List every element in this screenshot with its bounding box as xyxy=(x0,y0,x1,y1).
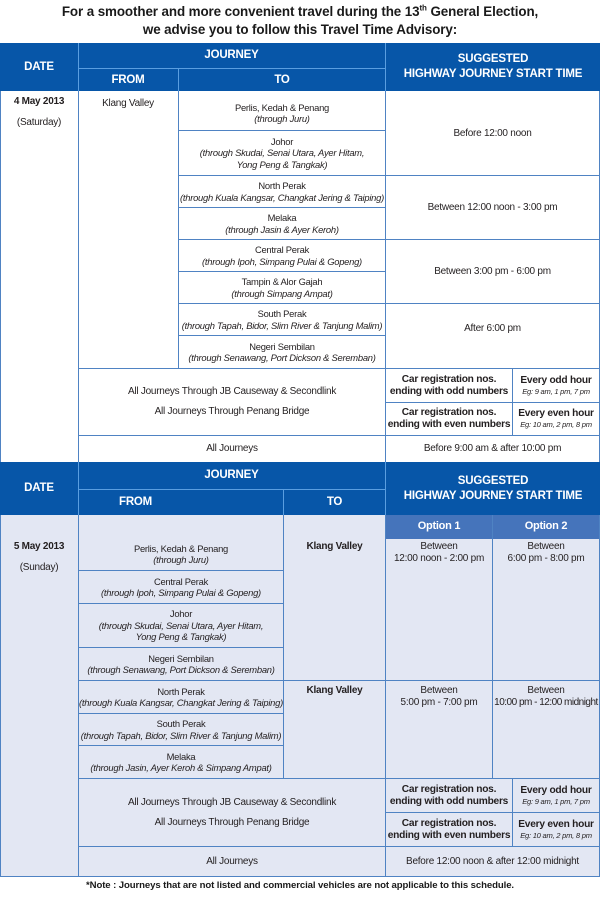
option-1-time-line1: Between xyxy=(420,541,458,552)
destination-name: South Perak xyxy=(257,308,307,319)
origin-row xyxy=(79,746,283,778)
header-divider xyxy=(385,43,386,91)
title-line-2: we advise you to follow this Travel Time Advisory: xyxy=(142,22,458,37)
odd-plate-line1: Car registration nos. xyxy=(401,373,497,385)
special-routes xyxy=(79,369,385,435)
time-slot: Between 3:00 pm - 6:00 pm xyxy=(434,265,551,277)
header-suggested-line1: SUGGESTED xyxy=(457,474,529,487)
destination-route: (through Kuala Kangsar, Changkat Jering & Taiping) xyxy=(180,191,384,203)
odd-plate-cell xyxy=(386,369,512,402)
even-plate-line2: ending with even numbers xyxy=(387,829,511,841)
odd-hour-cell xyxy=(513,369,599,402)
origin-row xyxy=(79,571,283,603)
day-value: (Sunday) xyxy=(19,561,59,573)
odd-hour-example: Eg: 9 am, 1 pm, 7 pm xyxy=(522,796,590,806)
header-divider xyxy=(385,462,386,515)
odd-plate-line2: ending with odd numbers xyxy=(389,385,509,397)
advisory-title xyxy=(0,3,600,39)
title-line-1-text: For a smoother and more convenient travel during the 13 xyxy=(61,4,420,19)
header-suggested-line2: HIGHWAY JOURNEY START TIME xyxy=(403,68,583,80)
header-journey: JOURNEY xyxy=(78,462,385,489)
destination-route: (through Ipoh, Simpang Pulai & Gopeng) xyxy=(202,255,362,267)
destination-route: (through Tapah, Bidor, Slim River & Tanjung Malim) xyxy=(181,319,383,331)
title-line-1-end: General Election, xyxy=(426,4,539,19)
destination-row xyxy=(179,176,385,207)
header-divider xyxy=(78,43,79,91)
title-superscript: th xyxy=(419,3,427,13)
option-1-header: Option 1 xyxy=(386,515,492,539)
penang-bridge-label: All Journeys Through Penang Bridge xyxy=(154,816,310,828)
even-hour-example: Eg: 10 am, 2 pm, 8 pm xyxy=(520,420,592,429)
odd-plate-cell xyxy=(386,779,512,812)
date-value: 5 May 2013 xyxy=(13,541,65,552)
header-from: FROM xyxy=(78,69,178,91)
header-date: DATE xyxy=(0,462,78,515)
origin-name: Johor xyxy=(169,608,193,620)
header-divider xyxy=(78,462,79,515)
destination-name: Central Perak xyxy=(254,244,310,255)
day-value: (Saturday) xyxy=(16,116,62,128)
special-routes xyxy=(79,779,385,846)
date-cell xyxy=(0,96,78,156)
header-divider xyxy=(283,490,284,515)
destination-row xyxy=(179,131,385,175)
origin-name: Melaka xyxy=(166,750,196,762)
destination-route: (through Jasin & Ayer Keroh) xyxy=(225,223,339,235)
to-value: Klang Valley xyxy=(306,685,363,696)
header-from: FROM xyxy=(79,490,283,515)
to-cell xyxy=(284,541,385,561)
even-plate-line2: ending with even numbers xyxy=(387,419,511,430)
option-2-time-line1: Between xyxy=(527,685,565,696)
origin-row xyxy=(79,714,283,745)
origin-row xyxy=(79,604,283,647)
from-cell xyxy=(78,98,178,118)
jb-causeway-label: All Journeys Through JB Causeway & Secondlink xyxy=(127,386,337,397)
origin-route: (through Kuala Kangsar, Changkat Jering & Taiping) xyxy=(79,697,283,708)
destination-row xyxy=(179,336,385,368)
even-hour-cell xyxy=(513,813,599,846)
even-plate-line1: Car registration nos. xyxy=(401,817,497,829)
odd-hour-label: Every odd hour xyxy=(520,374,592,386)
origin-route: (through Jasin, Ayer Keroh & Simpang Ampat) xyxy=(90,762,272,773)
origin-route: (through Tapah, Bidor, Slim River & Tanjung Malim) xyxy=(80,729,282,741)
option-1-time xyxy=(386,685,492,715)
even-hour-label: Every even hour xyxy=(518,408,594,419)
all-journeys-label: All Journeys xyxy=(206,443,258,455)
to-value: Klang Valley xyxy=(306,541,363,552)
header-suggested xyxy=(386,462,600,515)
option-2-time xyxy=(493,685,599,715)
date-value: 4 May 2013 xyxy=(13,96,65,107)
origin-name: South Perak xyxy=(156,718,206,729)
option-2-time xyxy=(493,541,599,571)
destination-row xyxy=(179,272,385,303)
header-suggested-line1: SUGGESTED xyxy=(457,53,529,65)
option-2-header: Option 2 xyxy=(493,515,599,539)
jb-causeway-label: All Journeys Through JB Causeway & Secondlink xyxy=(127,796,337,808)
option-2-time-line1: Between xyxy=(527,541,565,552)
origin-route: (through Ipoh, Simpang Pulai & Gopeng) xyxy=(101,587,261,598)
origin-route: (through Skudai, Senai Utara, Ayer Hitam, xyxy=(98,619,264,631)
destination-route: Yong Peng & Tangkak) xyxy=(236,158,328,170)
origin-route: Yong Peng & Tangkak) xyxy=(135,631,227,643)
all-journeys-time: Before 12:00 noon & after 12:00 midnight xyxy=(406,855,579,867)
even-plate-cell xyxy=(386,403,512,435)
time-slot: Between 12:00 noon - 3:00 pm xyxy=(427,201,558,213)
time-slot: After 6:00 pm xyxy=(464,323,521,335)
even-plate-cell xyxy=(386,813,512,846)
even-hour-example: Eg: 10 am, 2 pm, 8 pm xyxy=(520,830,592,840)
odd-hour-example: Eg: 9 am, 1 pm, 7 pm xyxy=(522,386,590,396)
destination-route: (through Juru) xyxy=(254,113,310,124)
all-journeys-label: All Journeys xyxy=(206,855,258,867)
header-suggested xyxy=(386,43,600,91)
penang-bridge-label: All Journeys Through Penang Bridge xyxy=(154,406,310,417)
destination-row xyxy=(179,96,385,130)
origin-name: North Perak xyxy=(157,685,205,697)
date-cell xyxy=(0,541,78,591)
header-divider xyxy=(78,68,385,69)
destination-name: Melaka xyxy=(267,212,297,223)
from-value: Klang Valley xyxy=(102,98,154,109)
option-1-time-line2: 5:00 pm - 7:00 pm xyxy=(400,696,478,708)
header-divider xyxy=(178,69,179,91)
title-line-1 xyxy=(0,3,600,21)
option-1-time-line2: 12:00 noon - 2:00 pm xyxy=(393,552,485,564)
header-date: DATE xyxy=(0,43,78,91)
destination-name: Perlis, Kedah & Penang xyxy=(234,101,330,113)
origin-row xyxy=(79,681,283,713)
destination-row xyxy=(179,240,385,271)
destination-row xyxy=(179,208,385,239)
option-2-time-line2: 10:00 pm - 12:00 midnight xyxy=(494,696,598,708)
origin-route: (through Senawang, Port Dickson & Seremban) xyxy=(87,664,275,675)
origin-route: (through Juru) xyxy=(153,554,209,565)
odd-hour-cell xyxy=(513,779,599,812)
odd-plate-line1: Car registration nos. xyxy=(401,783,497,795)
time-slot: Before 12:00 noon xyxy=(453,127,532,139)
option-1-time xyxy=(386,541,492,571)
header-journey: JOURNEY xyxy=(78,43,385,68)
border xyxy=(0,876,600,877)
odd-plate-line2: ending with odd numbers xyxy=(389,795,509,807)
origin-name: Central Perak xyxy=(153,575,209,587)
destination-row xyxy=(179,304,385,335)
option-1-time-line1: Between xyxy=(420,685,458,696)
origin-name: Perlis, Kedah & Penang xyxy=(133,542,229,554)
destination-name: Tampin & Alor Gajah xyxy=(241,276,323,287)
destination-route: (through Simpang Ampat) xyxy=(231,287,333,299)
all-journeys-time: Before 9:00 am & after 10:00 pm xyxy=(423,443,562,455)
header-divider xyxy=(78,489,385,490)
even-hour-label: Every even hour xyxy=(518,818,594,830)
option-2-time-line2: 6:00 pm - 8:00 pm xyxy=(507,552,585,564)
header-suggested-line2: HIGHWAY JOURNEY START TIME xyxy=(403,489,583,502)
even-plate-line1: Car registration nos. xyxy=(401,407,497,418)
even-hour-cell xyxy=(513,403,599,435)
origin-name: Negeri Sembilan xyxy=(148,652,214,664)
to-cell xyxy=(284,685,385,705)
destination-route: (through Senawang, Port Dickson & Seremban) xyxy=(188,352,376,363)
destination-name: Negeri Sembilan xyxy=(249,340,315,352)
header-to: TO xyxy=(179,69,385,91)
destination-name: North Perak xyxy=(258,180,306,191)
origin-row xyxy=(79,538,283,570)
footnote: *Note : Journeys that are not listed and commercial vehicles are not applicable to this schedule. xyxy=(85,880,514,891)
origin-row xyxy=(79,648,283,680)
odd-hour-label: Every odd hour xyxy=(520,784,592,796)
destination-route: (through Skudai, Senai Utara, Ayer Hitam, xyxy=(199,147,365,159)
header-to: TO xyxy=(284,490,385,515)
destination-name: Johor xyxy=(270,135,294,147)
